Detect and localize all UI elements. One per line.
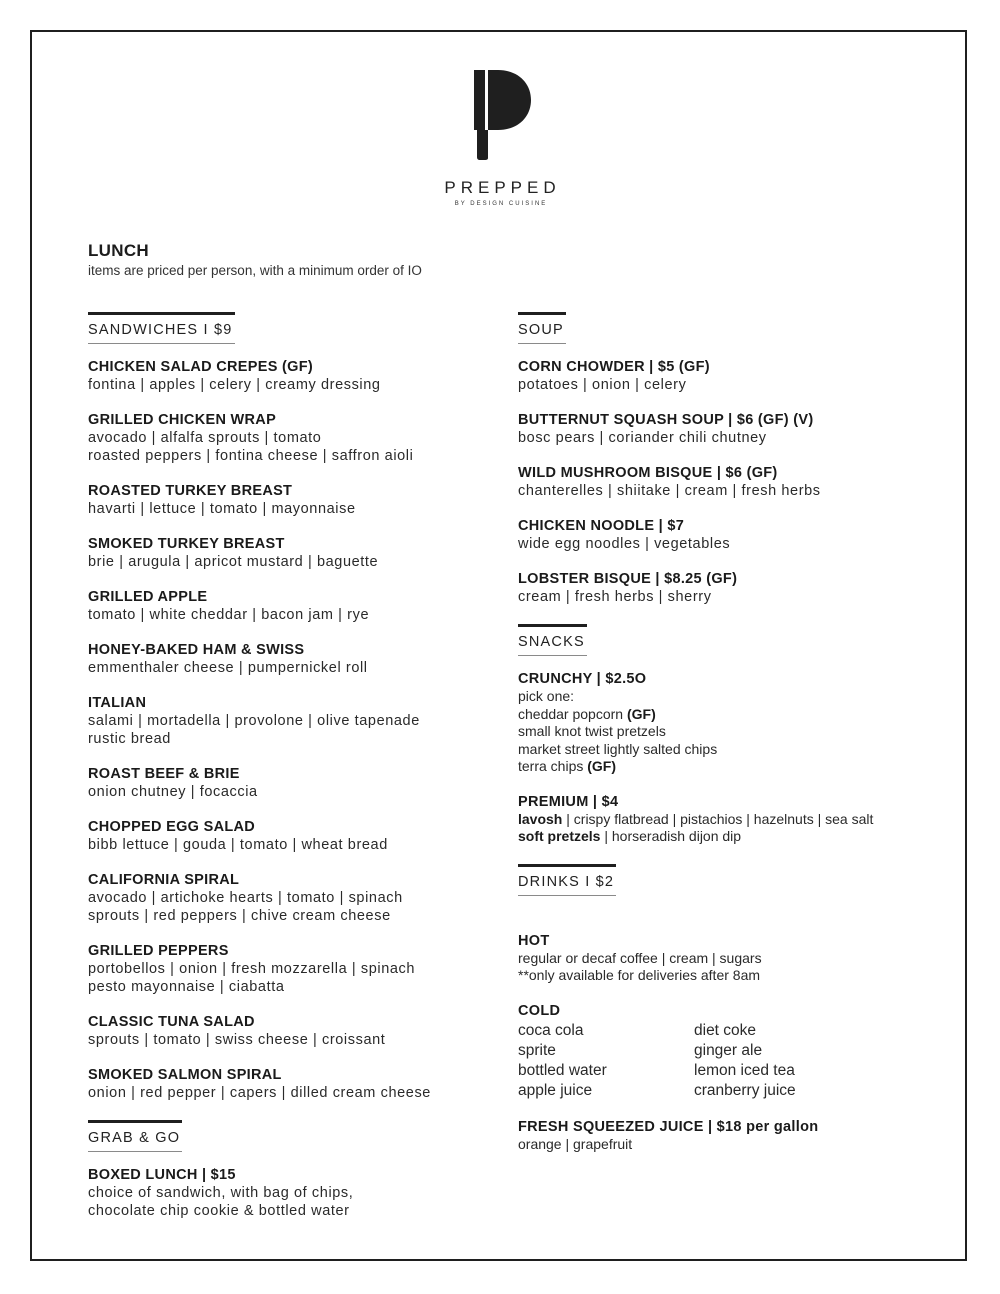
cleaver-p-logo-icon bbox=[468, 68, 532, 160]
menu-item bbox=[518, 570, 938, 606]
menu-item bbox=[88, 942, 498, 996]
menu-item-name: CHICKEN SALAD CREPES (GF) bbox=[88, 359, 314, 375]
juice-line: orange | grapefruit bbox=[518, 1135, 633, 1152]
crunchy-option-tag: (GF) bbox=[587, 758, 617, 774]
grab-go-list bbox=[88, 1166, 498, 1220]
menu-item-name: GRILLED PEPPERS bbox=[88, 943, 229, 959]
crunchy-pick: pick one: bbox=[518, 688, 575, 704]
crunchy-option-text: small knot twist pretzels bbox=[518, 723, 666, 739]
cold-drink: coca cola bbox=[518, 1021, 584, 1039]
menu-item bbox=[88, 1013, 498, 1049]
drinks-header: DRINKS I $2 bbox=[518, 864, 616, 896]
premium-item bbox=[518, 793, 938, 846]
menu-item-description: pesto mayonnaise | ciabatta bbox=[88, 979, 285, 995]
juice-name: FRESH SQUEEZED JUICE | $18 per gallon bbox=[518, 1118, 819, 1135]
premium-line-1-bold: lavosh bbox=[518, 810, 563, 827]
cold-drink: cranberry juice bbox=[694, 1081, 796, 1099]
soup-section bbox=[518, 312, 938, 606]
menu-item bbox=[518, 517, 938, 553]
premium-line-2-bold: soft pretzels bbox=[518, 828, 601, 844]
menu-item-description: onion | red pepper | capers | dilled cream cheese bbox=[88, 1085, 431, 1101]
menu-item-name: GRILLED CHICKEN WRAP bbox=[88, 412, 277, 428]
menu-item-name: WILD MUSHROOM BISQUE | $6 (GF) bbox=[518, 465, 778, 481]
menu-item-name: ITALIAN bbox=[88, 695, 147, 711]
menu-item bbox=[88, 694, 498, 748]
menu-item-name: CLASSIC TUNA SALAD bbox=[88, 1014, 255, 1030]
premium-line-1-rest: | crispy flatbread | pistachios | hazelnuts | sea salt bbox=[562, 810, 874, 827]
crunchy-option-text: cheddar popcorn bbox=[518, 705, 627, 722]
soup-header: SOUP bbox=[518, 312, 566, 344]
menu-item-description: potatoes | onion | celery bbox=[518, 377, 687, 393]
menu-item-description: fontina | apples | celery | creamy dressing bbox=[88, 377, 381, 393]
menu-item bbox=[88, 871, 498, 925]
crunchy-option-text: market street lightly salted chips bbox=[518, 740, 718, 757]
menu-item-description: chocolate chip cookie & bottled water bbox=[88, 1203, 350, 1219]
menu-item-description: roasted peppers | fontina cheese | saffron aioli bbox=[88, 448, 414, 464]
menu-item-description: bibb lettuce | gouda | tomato | wheat bread bbox=[88, 837, 388, 853]
menu-item-description: salami | mortadella | provolone | olive tapenade bbox=[88, 713, 420, 729]
cold-drink: apple juice bbox=[518, 1081, 593, 1099]
cold-drinks-item bbox=[518, 1002, 938, 1101]
menu-item-description: rustic bread bbox=[88, 731, 171, 747]
right-column bbox=[518, 312, 938, 1171]
hot-drinks-line-1: regular or decaf coffee | cream | sugars bbox=[518, 949, 762, 966]
menu-item-name: HONEY-BAKED HAM & SWISS bbox=[88, 642, 305, 658]
sandwich-list bbox=[88, 358, 498, 1102]
menu-subtitle: items are priced per person, with a minimum order of IO bbox=[88, 263, 422, 278]
cold-drink: diet coke bbox=[694, 1021, 757, 1039]
crunchy-item bbox=[518, 670, 938, 776]
crunchy-option-tag: (GF) bbox=[626, 705, 656, 722]
menu-item bbox=[518, 358, 938, 394]
menu-item bbox=[88, 1166, 498, 1220]
menu-item-description: avocado | artichoke hearts | tomato | spinach bbox=[88, 890, 403, 906]
crunchy-option bbox=[518, 723, 938, 741]
hot-drinks-line-2: **only available for deliveries after 8am bbox=[518, 967, 761, 983]
menu-item-name: BUTTERNUT SQUASH SOUP | $6 (GF) (V) bbox=[518, 412, 814, 428]
menu-item-description: choice of sandwich, with bag of chips, bbox=[88, 1185, 354, 1201]
crunchy-options bbox=[518, 706, 938, 776]
grab-go-section bbox=[88, 1120, 498, 1220]
premium-line-2 bbox=[518, 828, 938, 846]
menu-item-description: avocado | alfalfa sprouts | tomato bbox=[88, 430, 322, 446]
crunchy-option bbox=[518, 758, 938, 776]
cold-drinks-grid bbox=[518, 1021, 938, 1101]
premium-line-2-rest: | horseradish dijon dip bbox=[600, 828, 742, 844]
cold-drink: ginger ale bbox=[694, 1041, 763, 1059]
menu-title: LUNCH bbox=[88, 241, 149, 260]
brand-logo bbox=[0, 68, 1000, 207]
menu-item-description: havarti | lettuce | tomato | mayonnaise bbox=[88, 501, 356, 517]
menu-item-description: bosc pears | coriander chili chutney bbox=[518, 430, 767, 446]
juice-item bbox=[518, 1118, 938, 1154]
menu-item-description: portobellos | onion | fresh mozzarella | spinach bbox=[88, 961, 416, 977]
menu-item-description: tomato | white cheddar | bacon jam | rye bbox=[88, 607, 370, 623]
premium-name: PREMIUM | $4 bbox=[518, 793, 619, 810]
menu-item-description: wide egg noodles | vegetables bbox=[518, 536, 731, 552]
left-column bbox=[88, 312, 498, 1238]
cold-drink: sprite bbox=[518, 1041, 556, 1059]
menu-item-name: SMOKED SALMON SPIRAL bbox=[88, 1067, 282, 1083]
drinks-spacer bbox=[518, 910, 938, 932]
menu-item bbox=[88, 588, 498, 624]
brand-tagline: BY DESIGN CUISINE bbox=[454, 201, 548, 207]
menu-item bbox=[88, 818, 498, 854]
hot-drinks-name: HOT bbox=[518, 932, 550, 949]
crunchy-option bbox=[518, 741, 938, 759]
menu-item bbox=[88, 1066, 498, 1102]
menu-item-name: BOXED LUNCH | $15 bbox=[88, 1167, 236, 1183]
crunchy-option bbox=[518, 706, 938, 724]
cold-drinks-name: COLD bbox=[518, 1002, 561, 1019]
menu-item-description: emmenthaler cheese | pumpernickel roll bbox=[88, 660, 368, 676]
crunchy-name: CRUNCHY | $2.5O bbox=[518, 671, 647, 687]
menu-item-name: ROASTED TURKEY BREAST bbox=[88, 483, 293, 499]
menu-item bbox=[88, 535, 498, 571]
sandwiches-section bbox=[88, 312, 498, 1102]
brand-name: PREPPED bbox=[444, 178, 561, 197]
menu-item-name: LOBSTER BISQUE | $8.25 (GF) bbox=[518, 571, 738, 587]
menu-item-description: cream | fresh herbs | sherry bbox=[518, 589, 712, 605]
menu-item bbox=[88, 765, 498, 801]
menu-item-name: GRILLED APPLE bbox=[88, 589, 208, 605]
menu-item bbox=[88, 482, 498, 518]
menu-item bbox=[88, 641, 498, 677]
menu-item bbox=[518, 464, 938, 500]
menu-item-description: sprouts | tomato | swiss cheese | croissant bbox=[88, 1032, 386, 1048]
menu-intro bbox=[88, 240, 422, 280]
menu-item-name: CHICKEN NOODLE | $7 bbox=[518, 518, 685, 534]
menu-item-name: CHOPPED EGG SALAD bbox=[88, 819, 256, 835]
sandwiches-header: SANDWICHES I $9 bbox=[88, 312, 235, 344]
menu-item-description: chanterelles | shiitake | cream | fresh herbs bbox=[518, 483, 821, 499]
drinks-section bbox=[518, 864, 938, 1154]
menu-item-name: CORN CHOWDER | $5 (GF) bbox=[518, 359, 710, 375]
menu-item-name: ROAST BEEF & BRIE bbox=[88, 766, 240, 782]
grab-go-header: GRAB & GO bbox=[88, 1120, 182, 1152]
menu-item-description: onion chutney | focaccia bbox=[88, 784, 258, 800]
snacks-header: SNACKS bbox=[518, 624, 587, 656]
cold-drink: bottled water bbox=[518, 1061, 607, 1079]
menu-item bbox=[518, 411, 938, 447]
premium-line-1 bbox=[518, 811, 938, 829]
cold-drink: lemon iced tea bbox=[694, 1061, 795, 1079]
menu-item-name: CALIFORNIA SPIRAL bbox=[88, 872, 240, 888]
menu-item-description: sprouts | red peppers | chive cream cheese bbox=[88, 908, 391, 924]
menu-item-name: SMOKED TURKEY BREAST bbox=[88, 536, 285, 552]
soup-list bbox=[518, 358, 938, 606]
menu-item bbox=[88, 411, 498, 465]
hot-drinks-item bbox=[518, 932, 938, 985]
menu-item bbox=[88, 358, 498, 394]
menu-item-description: brie | arugula | apricot mustard | baguette bbox=[88, 554, 379, 570]
snacks-section bbox=[518, 624, 938, 846]
crunchy-option-text: terra chips bbox=[518, 758, 588, 774]
